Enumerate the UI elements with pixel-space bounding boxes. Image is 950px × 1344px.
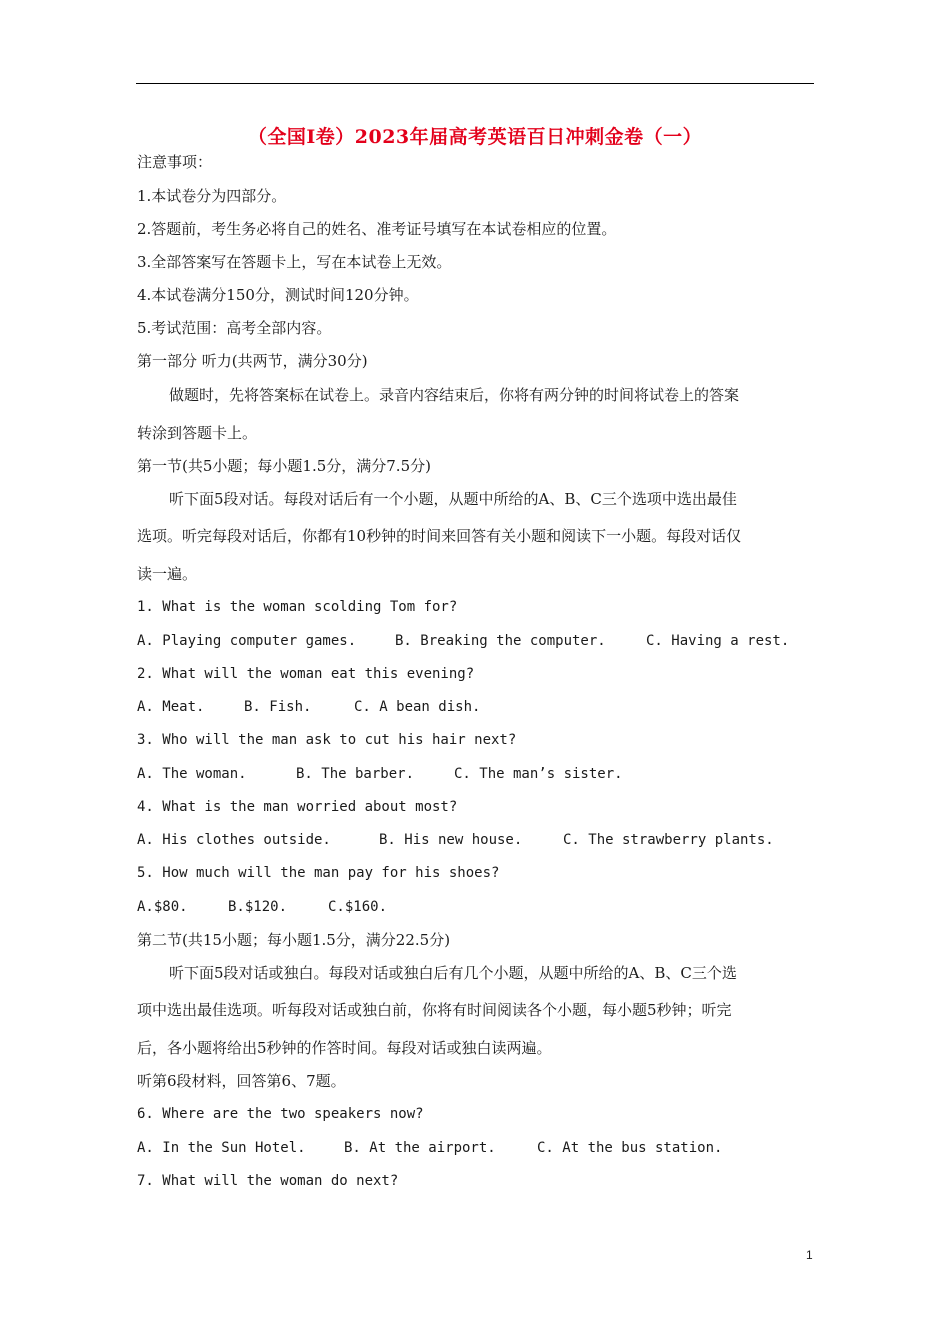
option-b: B. Fish. (244, 699, 312, 715)
question-3: 3. Who will the man ask to cut his hair next? (137, 732, 517, 748)
notice-item: 5.考试范围：高考全部内容。 (137, 319, 332, 337)
option-b: B. At the airport. (344, 1140, 496, 1156)
part1-intro: 做题时，先将答案标在试卷上。录音内容结束后，你将有两分钟的时间将试卷上的答案 (169, 386, 740, 404)
option-c: C. Having a rest. (646, 633, 790, 649)
option-b: B. The barber. (296, 766, 415, 782)
option-a: A.$80. (137, 899, 188, 915)
option-b: B. Breaking the computer. (395, 633, 606, 649)
option-a: A. His clothes outside. (137, 832, 331, 848)
material-6-heading: 听第6段材料，回答第6、7题。 (137, 1072, 346, 1090)
question-1: 1. What is the woman scolding Tom for? (137, 599, 458, 615)
option-c: C. At the bus station. (537, 1140, 723, 1156)
notice-item: 1.本试卷分为四部分。 (137, 187, 287, 205)
notice-item: 2.答题前，考生务必将自己的姓名、准考证号填写在本试卷相应的位置。 (137, 220, 617, 238)
option-a: A. Meat. (137, 699, 205, 715)
option-c: C. The strawberry plants. (563, 832, 774, 848)
notice-item: 4.本试卷满分150分，测试时间120分钟。 (137, 286, 419, 304)
part1-intro: 转涂到答题卡上。 (137, 424, 258, 442)
section1-intro: 听下面5段对话。每段对话后有一个小题，从题中所给的A、B、C三个选项中选出最佳 (169, 490, 737, 508)
exam-title: （全国Ⅰ卷）2023年届高考英语百日冲刺金卷（一） (247, 126, 703, 148)
section2-heading: 第二节(共15小题；每小题1.5分，满分22.5分) (137, 931, 451, 949)
page-number: 1 (806, 1248, 813, 1262)
notice-item: 3.全部答案写在答题卡上，写在本试卷上无效。 (137, 253, 452, 271)
question-6: 6. Where are the two speakers now? (137, 1106, 424, 1122)
question-7: 7. What will the woman do next? (137, 1173, 399, 1189)
option-a: A. In the Sun Hotel. (137, 1140, 306, 1156)
section2-intro: 项中选出最佳选项。听每段对话或独白前，你将有时间阅读各个小题，每小题5秒钟；听完 (137, 1001, 732, 1019)
section1-heading: 第一节(共5小题；每小题1.5分，满分7.5分) (137, 457, 431, 475)
header-rule (136, 83, 814, 84)
option-a: A. The woman. (137, 766, 247, 782)
section2-intro: 听下面5段对话或独白。每段对话或独白后有几个小题，从题中所给的A、B、C三个选 (169, 964, 737, 982)
question-4: 4. What is the man worried about most? (137, 799, 458, 815)
section1-intro: 读一遍。 (137, 565, 198, 583)
notice-heading: 注意事项： (137, 153, 213, 171)
section2-intro: 后，各小题将给出5秒钟的作答时间。每段对话或独白读两遍。 (137, 1039, 552, 1057)
option-a: A. Playing computer games. (137, 633, 357, 649)
question-5: 5. How much will the man pay for his shoes? (137, 865, 500, 881)
section1-intro: 选项。听完每段对话后，你都有10秒钟的时间来回答有关小题和阅读下一小题。每段对话仅 (137, 527, 742, 545)
option-c: C.$160. (328, 899, 388, 915)
option-b: B. His new house. (379, 832, 523, 848)
option-b: B.$120. (228, 899, 288, 915)
part1-heading: 第一部分 听力(共两节，满分30分) (137, 352, 368, 370)
question-2: 2. What will the woman eat this evening? (137, 666, 475, 682)
option-c: C. A bean dish. (354, 699, 481, 715)
option-c: C. The man’s sister. (454, 766, 623, 782)
